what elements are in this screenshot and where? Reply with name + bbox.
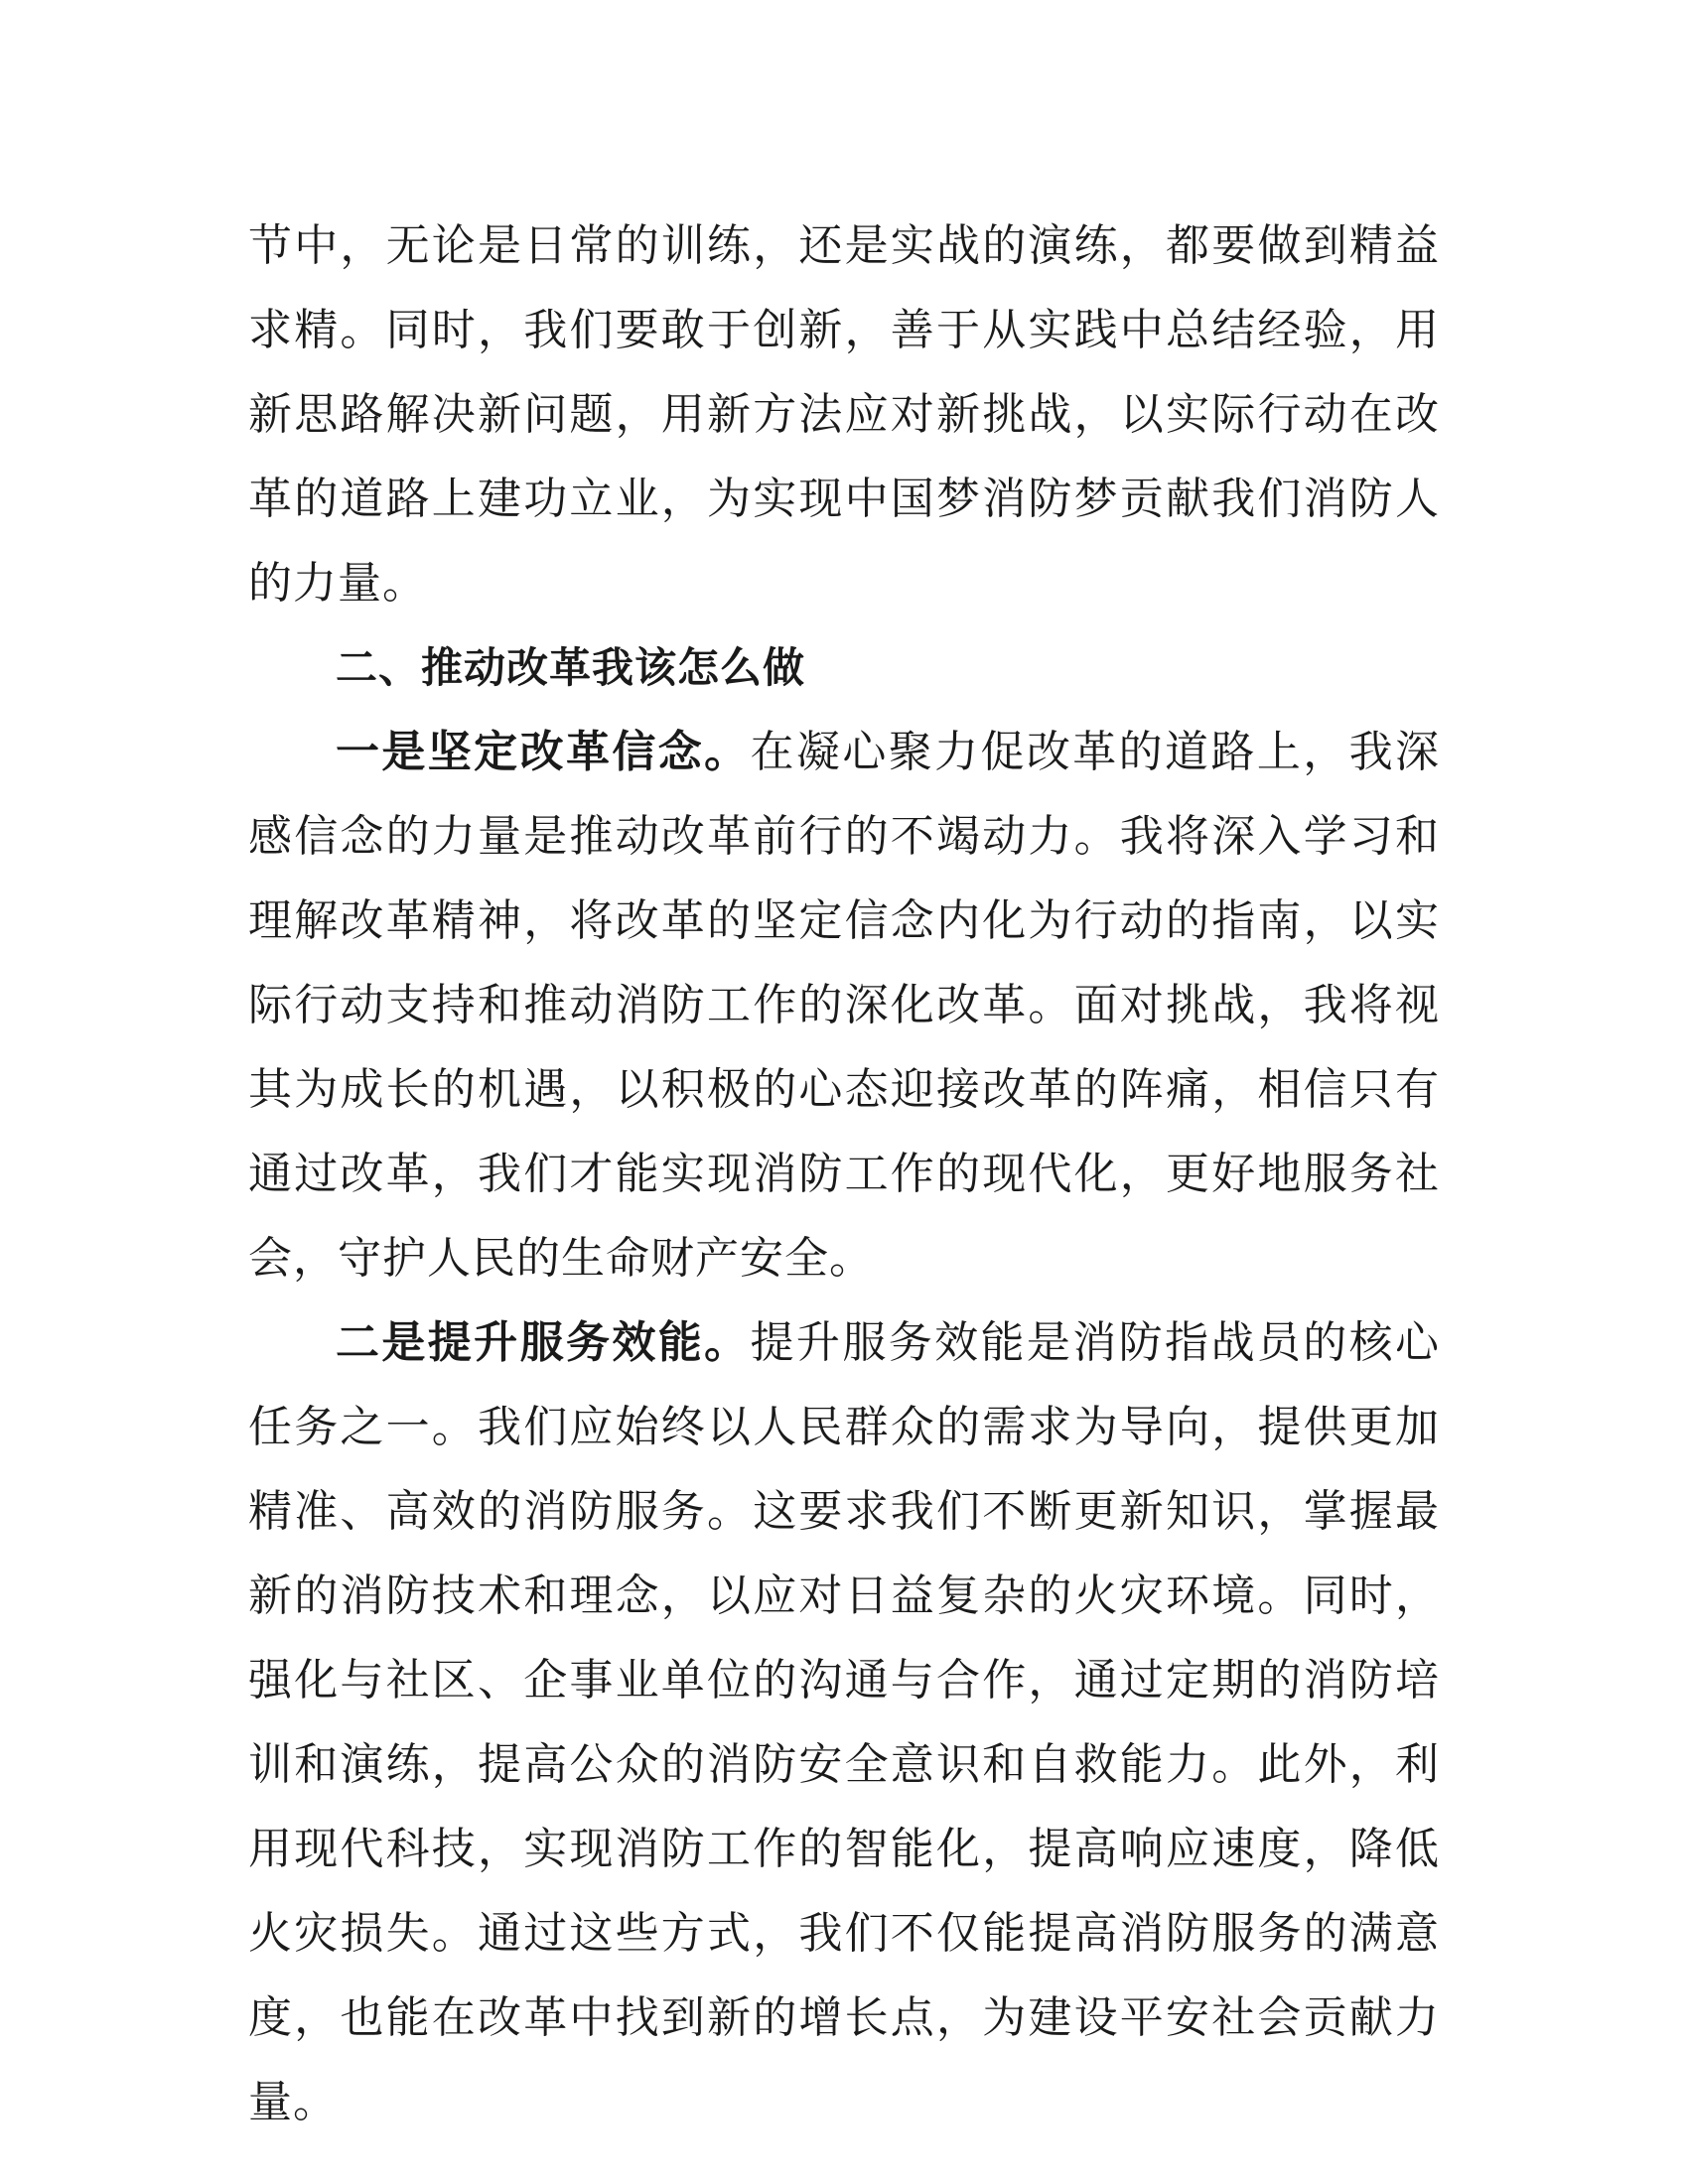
section-heading: 二、推动改革我该怎么做 xyxy=(336,643,806,692)
document-body xyxy=(248,204,1440,2144)
paragraph-lead: 一是坚定改革信念。 xyxy=(336,727,751,777)
paragraph-lead: 二是提升服务效能。 xyxy=(336,1317,751,1368)
paragraph-body: 在凝心聚力促改革的道路上，我深感信念的力量是推动改革前行的不竭动力。我将深入学习和理解改革精神，将改革的坚定信念内化为行动的指南，以实际行动支持和推动消防工作的深化改革。面对挑战，我将视其为成长的机遇，以积极的心态迎接改革的阵痛，相信只有通过改革，我们才能实现消防工作的现代化，更好地服务社会，守护人民的生命财产安全。 xyxy=(248,727,1441,1284)
paragraph-firm-reform-belief xyxy=(248,710,1440,1300)
continuation-paragraph: 节中，无论是日常的训练，还是实战的演练，都要做到精益求精。同时，我们要敢于创新，善于从实践中总结经验，用新思路解决新问题，用新方法应对新挑战，以实际行动在改革的道路上建功立业，为实现中国梦消防梦贡献我们消防人的力量。 xyxy=(248,220,1440,609)
paragraph-improve-service-efficiency xyxy=(248,1300,1440,2144)
paragraph-body: 提升服务效能是消防指战员的核心任务之一。我们应始终以人民群众的需求为导向，提供更加精准、高效的消防服务。这要求我们不断更新知识，掌握最新的消防技术和理念，以应对日益复杂的火灾环境。同时，强化与社区、企事业单位的沟通与合作，通过定期的消防培训和演练，提高公众的消防安全意识和自救能力。此外，利用现代科技，实现消防工作的智能化，提高响应速度，降低火灾损失。通过这些方式，我们不仅能提高消防服务的满意度，也能在改革中找到新的增长点，为建设平安社会贡献力量。 xyxy=(248,1317,1441,2127)
